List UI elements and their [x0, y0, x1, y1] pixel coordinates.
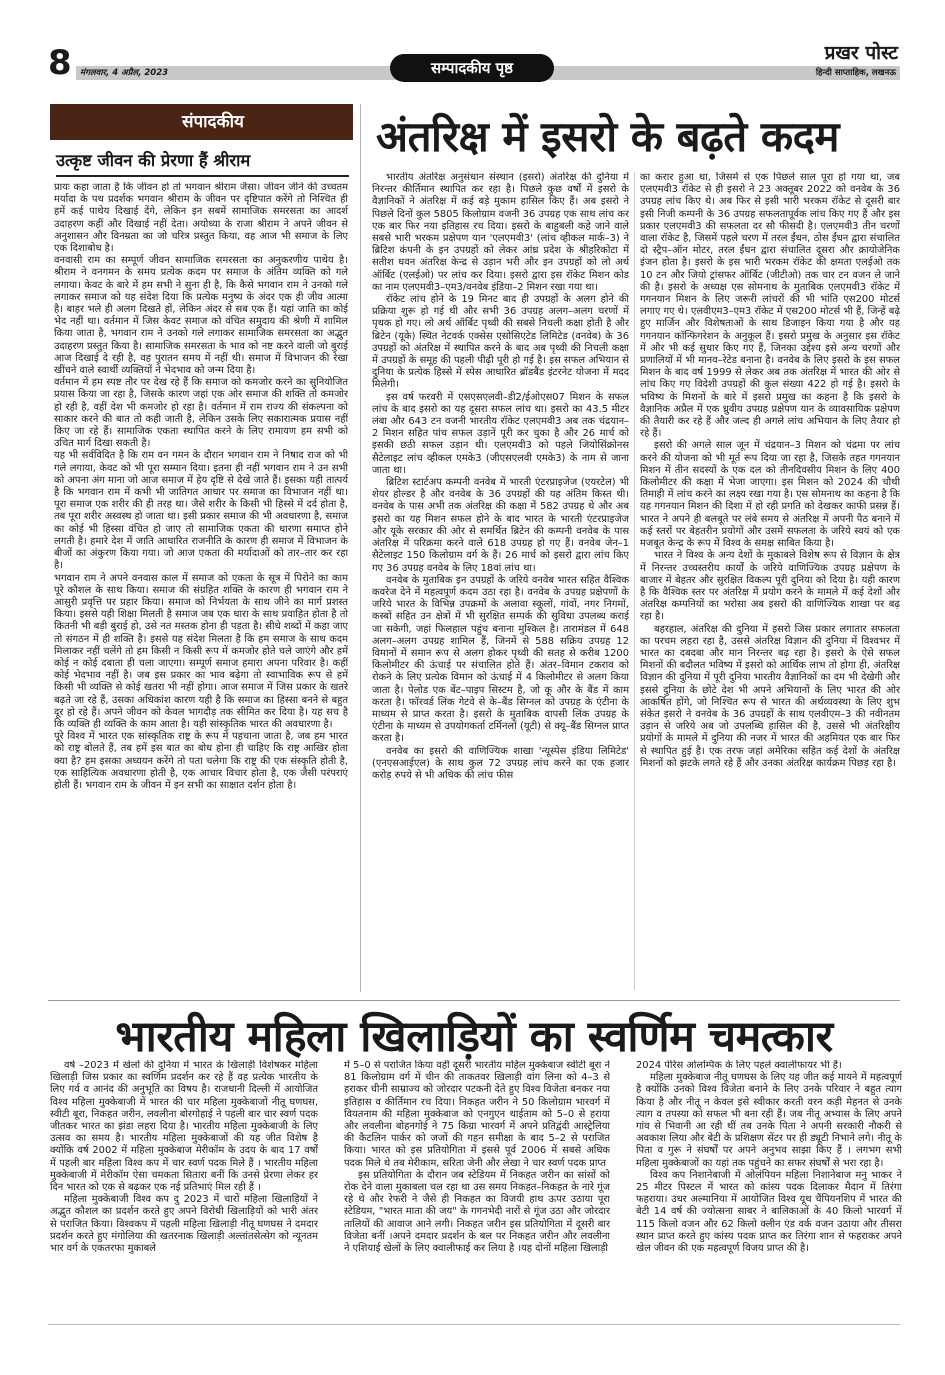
article-column — [344, 1060, 610, 1320]
article-column — [372, 172, 629, 992]
editorial-paragraph: पूरे विश्व में भारत एक सांस्कृतिक राष्ट्र के रूप में पहचाना जाता है, जब हम भारत को राष्ट्र बोलते हैं, तब हमें इस बात का बोध होना ही चाहिए कि राष्ट्र आखिर होता क्या है? हम इसका अध्ययन करेंगे तो पता चलेगा कि राष्ट्र की एक संस्कृति होती है, एक साहित्यिक अवधारणा होती है, एक आचार विचार होता है, एक जैसी परंपराएं होती हैं। भगवान राम के जीवन में इन सभी का साक्षात दर्शन होता है। — [54, 731, 348, 791]
paper-name: प्रखर पोस्ट — [824, 42, 898, 64]
editorial-title: उत्कृष्ट जीवन की प्रेरणा हैं श्रीराम — [56, 151, 251, 170]
editorial-title-rule — [56, 175, 349, 177]
article-paragraph: वनवेब का इसरो की वाणिज्यिक शाखा 'न्यूस्पेस इंडिया लिमिटेड' (एनएसआईएल) के साथ कुल 72 उपग्रह लांच करने का एक हजार करोड़ रुपये से भी अधिक की लांच फीस — [372, 745, 629, 781]
section-divider — [48, 1000, 900, 1001]
article-paragraph: का करार हुआ था, जिसमें से एक पिछले साल पूरा हो गया था, जब एलएमवी3 रॉकेट से ही इसरो ने 23 अक्तूबर 2022 को वनवेब के 36 उपग्रह लांच किए थे। अब फिर से इसी भारी भरकम रॉकेट से दूसरी बार इसी निजी कम्पनी के 36 उपग्रह सफलतापूर्वक लांच किए गए हैं और इस प्रकार एलएमवी3 की सफलता दर सौ फीसदी है। एलएमवी3 तीन चरणों वाला रॉकेट है, जिसमें पहले चरण में तरल ईंधन, ठोस ईंधन द्वारा संचालित दो स्ट्रैप–ऑन मोटर, तरल ईंधन द्वारा संचालित दूसरा और क्रायोजेनिक इंजन होता है। इसरो के इस भारी भरकम रॉकेट की क्षमता एलईओ तक 10 टन और जियो ट्रांसफर ऑर्बिट (जीटीओ) तक चार टन वजन ले जाने की है। इसरो के अध्यक्ष एस सोमनाथ के मुताबिक एलएमवी3 रॉकेट में गगनयान मिशन के लिए जरूरी लांचरों की भी भांति एस200 मोटर्स लगाए गए थे। एलवीएम3–एम3 रॉकेट में एस200 मोटर्स भी हैं, जिन्हें बढ़े हुए मार्जिन और विशेषताओं के साथ डिजाइन किया गया है और यह गगनयान कॉन्फिगरेशन के अनुकूल हैं। इसरो प्रमुख के अनुसार इस रॉकेट में और भी कई सुधार किए गए हैं, जिनका उद्देश्य इसे अन्य चरणों और प्रणालियों में भी मानव–रेटेड बनाना है। वनवेब के लिए इसरो के इस सफल मिशन के बाद वर्ष 1999 से लेकर अब तक अंतरिक्ष में भारत की ओर से लांच किए गए विदेशी उपग्रहों की कुल संख्या 422 हो गई है। इसरो के भविष्य के मिशनों के बारे में इसरो प्रमुख का कहना है कि इसरो के वैज्ञानिक अप्रैल में एक ध्रुवीय उपग्रह प्रक्षेपण यान के व्यावसायिक प्रक्षेपण की तैयारी कर रहे हैं और जल्द ही अगले लांच अभियान के लिए तैयार हो रहे हैं। — [640, 172, 900, 440]
article-paragraph: इस वर्ष फरवरी में एसएसएलवी–डी2/ईओएस07 मिशन के सफल लांच के बाद इसरो का यह दूसरा सफल लांच था। इसरो का 43.5 मीटर लंबा और 643 टन वजनी भारतीय रॉकेट एलएमवी3 अब तक चंद्रयान–2 मिशन सहित पांच सफल उड़ानें पूरी कर चुका है और 26 मार्च को इसकी छठी सफल उड़ान थी। एलएमवी3 को पहले जियोसिंक्रोनस सैटेलाइट लांच व्हीकल एमके3 (जीएसएलवी एमके3) के नाम से जाना जाता था। — [372, 391, 629, 476]
article-headline: भारतीय महिला खिलाड़ियों का स्वर्णिम चमत्कार — [115, 1012, 833, 1062]
article-paragraph: भारत ने विश्व के अन्य देशों के मुकाबले विशेष रूप से विज्ञान के क्षेत्र में निरन्तर उच्चस्तरीय कार्यों के जरिये वाणिज्यिक उपग्रह प्रक्षेपण के बाजार में बेहतर और सुरक्षित विकल्प पूरी दुनिया को दिया है। यही कारण है कि वैश्विक स्तर पर अंतरिक्ष में प्रयोग करने के मामले में कई देशों और अंतरिक्ष कम्पनियों का भरोसा अब इसरो की वाणिज्यिक शाखा पर बढ़ रहा है। — [640, 550, 900, 623]
editorial-paragraph: यह भी सर्वविदित है कि राम वन गमन के दौरान भगवान राम ने निषाद राज को भी गले लगाया, केवट को भी पूरा सम्मान दिया। इतना ही नहीं भगवान राम ने उन सभी को अपना अंग माना जो आज समाज में हेय दृष्टि से देखे जाते हैं। इसका यही तात्पर्य है कि भगवान राम में कभी भी जातिगत आधार पर समाज का विभाजन नहीं था। पूरा समाज एक शरीर की ही तरह था। जैसे शरीर के किसी भी हिस्से में दर्द होता है, तब पूरा शरीर अस्वस्थ हो जाता था। इसी प्रकार समाज की भी अवधारणा है, समाज का कोई भी हिस्सा वंचित हो जाए तो सामाजिक एकता की धारणा समाप्त होने लगती है। हमारे देश में जाति आधारित राजनीति के कारण ही समाज में विभाजन के बीजों का अंकुरण किया गया। जो आज एकता की मर्यादाओं को तार–तार कर रहा है। — [54, 450, 348, 572]
column-divider — [634, 172, 635, 990]
editorial-paragraph: वनवासी राम का सम्पूर्ण जीवन सामाजिक समरसता का अनुकरणीय पाथेय है। श्रीराम ने वनगमन के समय प्रत्येक कदम पर समाज के अंतिम व्यक्ति को गले लगाया। केवट के बारे में हम सभी ने सुना ही है, कि कैसे भगवान राम ने उनको गले लगाकर समाज को यह संदेश दिया कि प्रत्येक मनुष्य के अंदर एक ही जीव आत्मा है। बाहर भले ही अलग दिखते हों, लेकिन अंदर से सब एक हैं। यहां जाति का कोई भेद नहीं था। वर्तमान में जिस केवट समाज को वंचित समुदाय की श्रेणी में शामिल किया जाता है, भगवान राम ने उनको गले लगाकर सामाजिक समरसता का अद्भुत उदाहरण प्रस्तुत किया है। सामाजिक समरसता के भाव को नष्ट करने वाली जो बुराई आज दिखाई दे रही है, वह पुरातन समय में नहीं थी। समाज में विभाजन की रेखा खींचने वाले स्वार्थी व्यक्तियों ने भेदभाव को जन्म दिया है। — [54, 255, 348, 377]
editorial-body — [54, 182, 348, 990]
footer-rule — [48, 1324, 900, 1325]
article-column — [636, 1060, 902, 1320]
article-paragraph: में 5–0 से पराजित किया वहीं दूसरी भारतीय महिल मुक्केबाज स्वीटी बूरा ने 81 किलोग्राम वर्ग में चीन की ताकतवर खिलाड़ी वांग लिना को 4–3 से हराकर चीनी साम्राज्य को जोरदार पटकनी देते हुए विश्व विजेता बनकर नया इतिहास व कीर्तिमान रच दिया। निकहत जरीन ने 50 किलोग्राम भारवर्ग में वियतनाम की महिला मुक्केबाज को एनगुएन थाईताम को 5–0 से हराया और लवलीना बोहनगोई ने 75 किग्रा भारवर्ग में अपने प्रतिद्वंदी आस्ट्रेलिया की कैटलिन पार्कर को जजों की गहन समीक्षा के बाद 5–2 से पराजित किया। भारत को इस प्रतियोगिता में इससे पूर्व 2006 में सबसे अधिक पदक मिले थे तब मेरीकाम, सरिता जेनी और लेखा ने चार स्वर्ण पदक प्राप्त — [344, 1060, 610, 1169]
article-paragraph: विश्व कप निशानेबाजी में ओलंपियन महिला निशानेबाज मनु भाकर ने 25 मीटर पिस्टल में भारत को कांस्य पदक दिलाकर मैदान में तिरंगा फहराया। उधर अल्मानिया में आयोजित विश्व यूथ चैंपियनशिप में भारत की बेटी 14 वर्ष की ज्योत्सना साबर ने बालिकाओं के 40 किलो भारवर्ग में 115 किलो वजन और 62 किलो क्लीन एंड वर्क वजन उठाया और तीसरा स्थान प्राप्त करते हुए कांस्य पदक प्राप्त कर तिरंगा शान से फहराकर अपने खेल जीवन की एक महत्वपूर्ण विजय प्राप्त की है। — [636, 1169, 902, 1255]
article-paragraph: 2024 पेरिस ओलम्पिक के लिए पहले क्वालीफायर भी हैं। — [636, 1060, 842, 1071]
article-paragraph: वनवेब के मुताबिक इन उपग्रहों के जरिये वनवेब भारत सहित वैश्विक कवरेज देने में महत्वपूर्ण कदम उठा रहा है। वनवेब के उपग्रह प्रक्षेपणों के जरिये भारत के विभिन्न उपक्रमों के अलावा स्कूलों, गांवों, नगर निगमों, कस्बों सहित उन क्षेत्रों में भी सुरक्षित सम्पर्क की सुविधा उपलब्ध कराई जा सकेगी, जहां फिलहाल पहुंच बनाना मुश्किल है। तारामंडल में 648 अलग–अलग उपग्रह शामिल हैं, जिनमें से 588 सक्रिय उपग्रह 12 विमानों में समान रूप से अलग होकर पृथ्वी की सतह से करीब 1200 किलोमीटर की ऊंचाई पर संचालित होते हैं। अंतर–विमान टकराव को रोकने के लिए प्रत्येक विमान को ऊंचाई में 4 किलोमीटर से अलग किया जाता है। पेलोड एक बेंट–पाइप सिस्टम है, जो कू और के बैंड में काम करता है। फॉरवर्ड लिंक गेटवे से के–बैंड सिग्नल को उपग्रह के एंटीना के माध्यम से प्राप्त करता है। इसरो के मुताबिक वापसी लिंक उपग्रह के एंटीना के माध्यम से उपयोगकर्ता टर्मिनलों (यूटी) से क्यू–बैंड सिग्नल प्राप्त करता है। — [372, 574, 629, 745]
editorial-label: संपादकीय — [50, 104, 353, 140]
article-paragraph: इस प्रतियोगिता के दौरान जब स्टेडियम में निकहत जरीन का सांसों को रोक देने वाला मुकाबला चल रहा था उस समय निकहत–निकहत के नारे गूंज रहे थे और रेफरी ने जैसे ही निकहत का विजयी हाथ ऊपर उठाया पूरा स्टेडियम, "भारत माता की जय" के गगनभेदी नारों से गूंज उठा और जोरदार तालियों की आवाज आने लगी। निकहत जरीन इस प्रतियोगिता में दूसरी बार विजेता बनीं ।अपने दमदार प्रदर्शन के बल पर निकहत जरीन और लवलीना ने एशियाई खेलों के लिए क्वालीफाई कर लिया है ।यह दोनों महिला खिलाड़ी — [344, 1169, 610, 1255]
editorial-paragraph: भगवान राम ने अपने वनवास काल में समाज को एकता के सूत्र में पिरोने का काम पूरे कौशल के साथ किया। समाज की संग्रहित शक्ति के कारण ही भगवान राम ने आसुरी प्रवृत्ति पर प्रहार किया। समाज को निर्भयता के साथ जीने का मार्ग प्रशस्त किया। इससे यही शिक्षा मिलती है समाज जब एक धारा के साथ प्रवाहित होता है तो कितनी भी बड़ी बुराई हो, उसे नत मस्तक होना ही पड़ता है। सीधे शब्दों में कहा जाए तो संगठन में ही शक्ति है। इससे यह संदेश मिलता है कि हम समाज के साथ कदम मिलाकर नहीं चलेंगे तो हम किसी न किसी रूप में कमजोर होते चले जाएंगे और हमें कोई न कोई दबाता ही चला जाएगा। सम्पूर्ण समाज हमारा अपना परिवार है। कहीं कोई भेदभाव नहीं है। जब इस प्रकार का भाव बढ़ेगा तो स्वाभाविक रूप से हमें किसी भी व्यक्ति से कोई खतरा भी नहीं होगा। आज समाज में जिस प्रकार के खतरे बढ़ते जा रहे हैं, उसका अधिकांश कारण यही है कि समाज का हिस्सा बनने से बहुत दूर हो रहे हैं। अपने जीवन को केवल भागदौड़ तक सीमित कर दिया है। यह सच है कि व्यक्ति ही व्यक्ति के काम आता है। यही सांस्कृतिक भारत की अवधारणा है। — [54, 572, 348, 730]
article-paragraph: महिला मुक्केबाजी विश्व कप दु 2023 में चारों महिला खिलाड़ियों ने अद्भुत कौशल का प्रदर्शन करते हुए अपने विरोधी खिलाड़ियों को भारी अंतर से पराजित किया। विश्वकप में पहली महिला खिलाड़ी नीतू घणघस ने दमदार प्रदर्शन करते हुए मंगोलिया की खतरनाक खिलाड़ी अल्तांतसेत्सेग को न्यूनतम भार वर्ग के एकतरफा मुकाबले — [50, 1194, 318, 1255]
paper-subtitle: हिन्दी साप्ताहिक, लखनऊ — [815, 68, 896, 78]
section-title: सम्पादकीय पृष्ठ — [390, 54, 554, 82]
editorial-paragraph: वर्तमान में हम स्पष्ट तौर पर देख रहे हैं कि समाज को कमजोर करने का सुनियोजित प्रयास किया जा रहा है, जिसके कारण जहां एक ओर समाज की शक्ति तो कमजोर हो रही है, वहीं देश भी कमजोर हो रहा है। वर्तमान में राम राज्य की संकल्पना को साकार करने की बात तो कही जाती है, लेकिन उसके लिए सकारात्मक प्रयास नहीं किए जा रहे हैं। सामाजिक एकता स्थापित करने के लिए रामायण हम सभी को उचित मार्ग दिखा सकती है। — [54, 377, 348, 450]
article-paragraph: ब्रिटिश स्टार्टअप कम्पनी वनवेब में भारती एंटरप्राइजेज (एयरटेल) भी शेयर होल्डर है और वनवेब के 36 उपग्रहों की यह अंतिम किस्त थी। वनवेब के पास अभी तक अंतरिक्ष की कक्षा में 582 उपग्रह थे और अब इसरो का यह मिशन सफल होने के बाद भारत के भारती एंटरप्राइजेज और यूके सरकार की ओर से समर्थित ब्रिटेन की कम्पनी वनवेब के पास अंतरिक्ष में परिक्रमा करने वाले 618 उपग्रह हो गए हैं। वनवेब जेन–1 सैटेलाइट 150 किलोग्राम वर्ग के हैं। 26 मार्च को इसरो द्वारा लांच किए गए 36 उपग्रह वनवेब के लिए 18वां लांच था। — [372, 477, 629, 574]
article-paragraph: रॉकेट लांच होने के 19 मिनट बाद ही उपग्रहों के अलग होने की प्रक्रिया शुरू हो गई थी और सभी 36 उपग्रह अलग–अलग चरणों में पृथक हो गए। लो अर्थ ऑर्बिट पृथ्वी की सबसे निचली कक्षा होती है और ब्रिटेन (यूके) स्थित नेटवर्क एक्सेस एसोसिएटेड लिमिटेड (वनवेब) के 36 उपग्रहों को अंतरिक्ष में स्थापित करने के बाद अब पृथ्वी की निचली कक्षा में उपग्रहों के समूह की पहली पीढ़ी पूरी हो गई है। इस सफल अभियान से दुनिया के प्रत्येक हिस्से में स्पेस आधारित ब्रॉडबैंड इंटरनेट योजना में मदद मिलेगी। — [372, 294, 629, 391]
editorial-paragraph: प्रायः कहा जाता है कि जीवन हो तो भगवान श्रीराम जैसा। जीवन जीने की उच्चतम मर्यादा के पथ प्रदर्शक भगवान श्रीराम के जीवन पर दृष्टिपात करेंगे तो निश्चित ही हमें कई पाथेय दिखाई देंगे, लेकिन इन सबमें सामाजिक समरसता का आदर्श उदाहरण कहीं और दिखाई नहीं देता। अयोध्या के राजा श्रीराम ने अपने जीवन से अनुशासन और विनम्रता का जो चरित्र प्रस्तुत किया, वह आज भी समाज के लिए एक दिशाबोध है। — [54, 182, 348, 255]
article-headline: अंतरिक्ष में इसरो के बढ़ते कदम — [376, 112, 839, 161]
column-divider — [360, 104, 361, 992]
article-paragraph: वर्ष –2023 में खेलों की दुनिया में भारत के खिलाड़ी विशेषकर महिला खिलाड़ी जिस प्रकार का स्वर्णिम प्रदर्शन कर रहे हैं वह प्रत्येक भारतीय के लिए गर्व व आनंद की अनुभूति का विषय है। राजधानी दिल्ली में आयोजित विश्व महिला मुक्केबाजी में भारत की चार महिला मुक्केबाजों नीतू घणघस, स्वीटी बूरा, निकहत जरीन, लवलीना बोरगोहाई ने पहली बार चार स्वर्ण पदक जीतकर भारत का झंडा लहरा दिया है। भारतीय महिला मुक्केबाजी के लिए उत्सव का समय है। भारतीय महिला मुक्केबाजों की यह जीत विशेष है क्योंकि वर्ष 2002 में महिला मुक्केबाज मेरीकॉम के उदय के बाद 17 वर्षों में पहली बार महिला विश्व कप में चार स्वर्ण पदक मिले हैं । भारतीय महिला मुक्केबाजी में मेरीकॉम ऐसा चमकता सितारा बनीं कि उनसे प्रेरणा लेकर हर दिन भारत को एक से बढ़कर एक नई प्रतिभाएं मिल रही हैं । — [50, 1060, 318, 1194]
article-column — [50, 1060, 318, 1320]
article-paragraph: बहरहाल, अंतरिक्ष की दुनिया में इसरो जिस प्रकार लगातार सफलता का परचम लहरा रहा है, उससे अंतरिक्ष विज्ञान की दुनिया में विश्वभर में भारत का दबदबा और मान निरन्तर बढ़ रहा है। इसरो के ऐसे सफल मिशनों की बदौलत भविष्य में इसरो को आर्थिक लाभ तो होगा ही, अंतरिक्ष विज्ञान की दुनिया में पूरी दुनिया भारतीय वैज्ञानिकों का दम भी देखेगी और इससे दुनिया के छोटे देश भी अपने अभियानों के लिए भारत की ओर आकर्षित होंगे, जो निश्चित रूप से भारत की अर्थव्यवस्था के लिए शुभ संकेत इसरो ने वनवेब के 36 उपग्रहों के साथ एलवीएम–3 की नवीनतम उड़ान से जरिये अब जो उपलब्धि हासिल की है, उससे भी अंतरिक्षीय प्रयोगों के मामले में दुनिया की नजर में भारत की अहमियत एक बार फिर से स्थापित हुई है। एक तरफ जहां अमेरिका सहित कई देशों के अंतरिक्ष मिशनों को झटके लगते रहे हैं और उनका अंतरिक्ष कार्यक्रम पिछड़ रहा है। — [640, 623, 900, 769]
article-paragraph: भारतीय अंतरिक्ष अनुसंधान संस्थान (इसरो) अंतरिक्ष की दुनिया में निरन्तर कीर्तिमान स्थापित कर रहा है। पिछले कुछ वर्षों में इसरो के वैज्ञानिकों ने अंतरिक्ष में कई बड़े मुकाम हासिल किए हैं। अब इसरो ने पिछले दिनों कुल 5805 किलोग्राम वजनी 36 उपग्रह एक साथ लांच कर एक बार फिर नया इतिहास रच दिया। इसरो के बाहुबली कहे जाने वाले सबसे भारी भरकम प्रक्षेपण यान 'एलएमवी3' (लांच व्हीकल मार्क–3) ने ब्रिटिश कंपनी के इन उपग्रहों को लेकर आंध्र प्रदेश के श्रीहरिकोटा में सतीश धवन अंतरिक्ष केन्द्र से उड़ान भरी और इन उपग्रहों को लो अर्थ ऑर्बिट (एलईओ) पर लांच कर दिया। इसरो द्वारा इस रॉकेट मिशन कोड का नाम एलएमवी3–एम3/वनवेब इंडिया–2 मिशन रखा गया था। — [372, 172, 629, 293]
article-paragraph: महिला मुक्केबाज नीतू घणघस के लिए यह जीत कई मायने में महत्वपूर्ण है क्योंकि उनको विश्व विजेता बनाने के लिए उनके परिवार ने बहुत त्याग किया है और नीतू न केवल इसे स्वीकार करती वरन कड़ी मेहनत से उनके त्याग व तपस्या को सफल भी बना रही हैं। जब नीतू अभ्यास के लिए अपने गांव से भिवानी आ रही थीं तब उनके पिता ने अपनी सरकारी नौकरी से अवकाश लिया और बेटी के प्रशिक्षण सेंटर पर ही ड्यूटी निभाने लगे। नीतू के पिता व गुरू ने संघर्षों पर अपने अनुभव साझा किए हैं । लगभग सभी महिला मुक्केबाजों का यहां तक पहुंचने का सफर संघर्षों से भरा रहा है। — [636, 1072, 902, 1169]
page-header — [48, 44, 900, 84]
article-paragraph: इसरो की अगले साल जून में चंद्रयान–3 मिशन को चंद्रमा पर लांच करने की योजना को भी मूर्त रूप दिया जा रहा है, जिसके तहत गगनयान मिशन में तीन सदस्यों के एक दल को तीनदिवसीय मिशन के लिए 400 किलोमीटर की कक्षा में भेजा जाएगा। इस मिशन को 2024 की चौथी तिमाही में लांच करने का लक्ष्य रखा गया है। एस सोमनाथ का कहना है कि यह गगनयान मिशन की दिशा में हो रही प्रगति को देखकर काफी प्रसन्न हैं। भारत ने अपने ही बलबूते पर लंबे समय से अंतरिक्ष में अपनी पैठ बनाने में कई स्तरों पर बेहतरीन प्रयोगों और उसमें सफलता के जरिये स्वयं को एक मजबूत केन्द्र के रूप में विश्व के समक्ष साबित किया है। — [640, 440, 900, 550]
page-number: 8 — [48, 43, 72, 83]
article-column — [640, 172, 900, 992]
dateline: मंगलवार, 4 अप्रैल, 2023 — [80, 68, 169, 78]
